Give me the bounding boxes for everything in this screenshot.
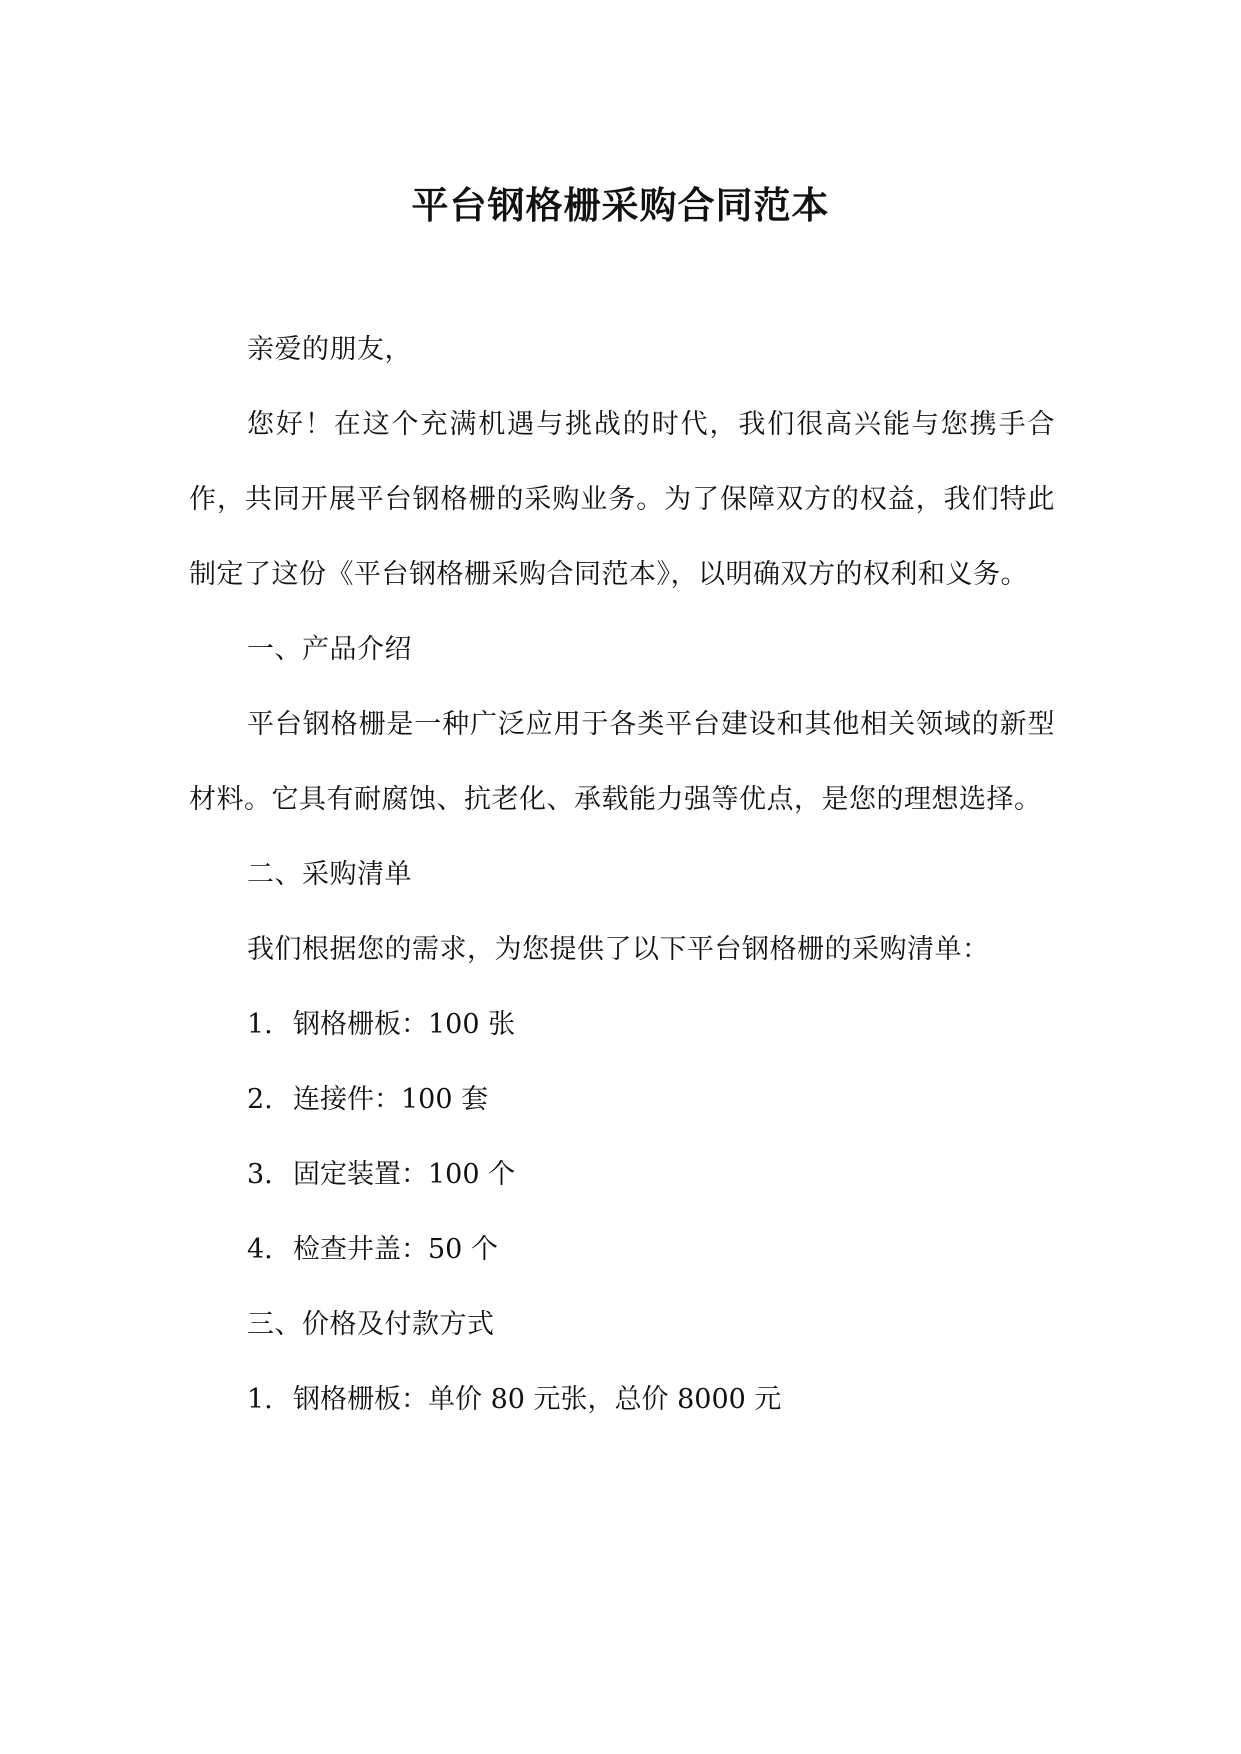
list-item-text: 固定装置：100 个 bbox=[293, 1159, 516, 1190]
list-item-number: 1. bbox=[247, 1384, 273, 1415]
list-item-number: 1. bbox=[247, 1009, 273, 1040]
section-heading-price-payment: 三、价格及付款方式 bbox=[247, 1309, 495, 1340]
list-item-text: 钢格栅板：100 张 bbox=[293, 1009, 516, 1040]
list-item bbox=[189, 1137, 1055, 1212]
list-item bbox=[189, 987, 1055, 1062]
section-heading-product: 一、产品介绍 bbox=[247, 634, 412, 665]
document-body bbox=[189, 312, 1055, 1437]
purchase-list-intro: 我们根据您的需求，为您提供了以下平台钢格栅的采购清单： bbox=[247, 934, 990, 965]
section-heading-purchase-list: 二、采购清单 bbox=[247, 859, 412, 890]
document-title: 平台钢格栅采购合同范本 bbox=[411, 183, 830, 227]
list-item-number: 2. bbox=[247, 1084, 273, 1115]
list-item-text: 连接件：100 套 bbox=[293, 1084, 489, 1115]
list-item bbox=[189, 1212, 1055, 1287]
product-paragraph: 平台钢格栅是一种广泛应用于各类平台建设和其他相关领域的新型材料。它具有耐腐蚀、抗老化、承载能力强等优点，是您的理想选择。 bbox=[189, 709, 1055, 815]
list-item-number: 3. bbox=[247, 1159, 273, 1190]
intro-paragraph: 您好！在这个充满机遇与挑战的时代，我们很高兴能与您携手合作，共同开展平台钢格栅的采购业务。为了保障双方的权益，我们特此制定了这份《平台钢格栅采购合同范本》，以明确双方的权利和义务。 bbox=[189, 409, 1055, 590]
list-item-text: 检查井盖：50 个 bbox=[293, 1234, 498, 1265]
list-item-number: 4. bbox=[247, 1234, 273, 1265]
list-item bbox=[189, 1062, 1055, 1137]
greeting: 亲爱的朋友， bbox=[247, 334, 412, 365]
list-item bbox=[189, 1362, 1055, 1437]
list-item-text: 钢格栅板：单价 80 元张，总价 8000 元 bbox=[293, 1384, 782, 1415]
